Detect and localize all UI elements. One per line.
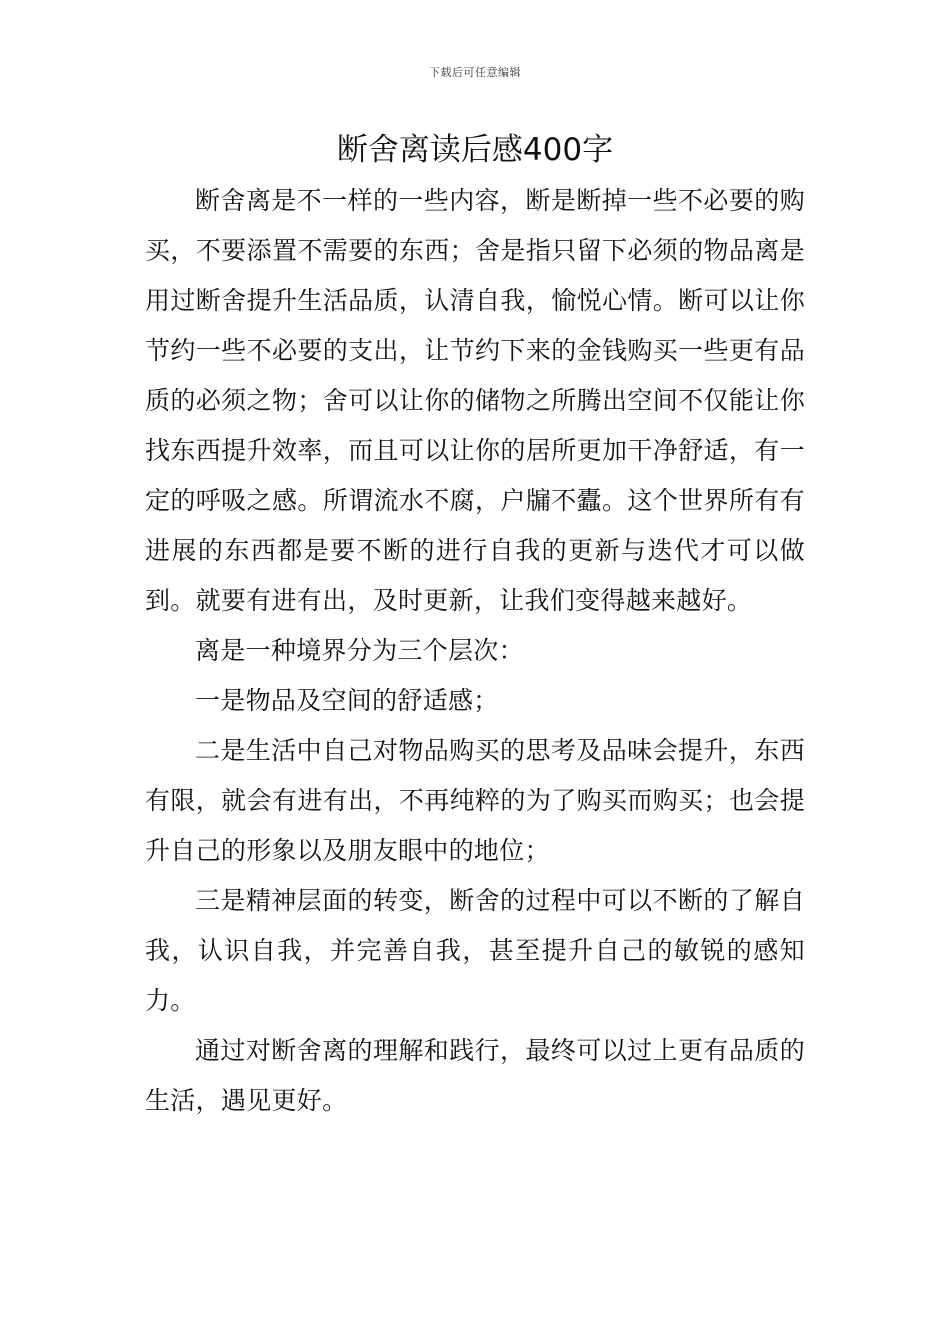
paragraph-level-three: 三是精神层面的转变，断舍的过程中可以不断的了解自我，认识自我，并完善自我，甚至提升自己的敏锐的感知力。 <box>145 886 805 1015</box>
document-title: 断舍离读后感400字 <box>336 132 614 168</box>
header-note: 下载后可任意编辑 <box>429 66 521 79</box>
paragraph-level-two: 二是生活中自己对物品购买的思考及品味会提升，东西有限，就会有进有出，不再纯粹的为了购买而购买；也会提升自己的形象以及朋友眼中的地位； <box>145 736 805 865</box>
paragraph-intro: 断舍离是不一样的一些内容，断是断掉一些不必要的购买，不要添置不需要的东西；舍是指只留下必须的物品离是用过断舍提升生活品质，认清自我，愉悦心情。断可以让你节约一些不必要的支出，让节约下来的金钱购买一些更有品质的必须之物；舍可以让你的储物之所腾出空间不仅能让你找东西提升效率，而且可以让你的居所更加干净舒适，有一定的呼吸之感。所谓流水不腐，户牖不蠹。这个世界所有有进展的东西都是要不断的进行自我的更新与迭代才可以做到。就要有进有出，及时更新，让我们变得越来越好。 <box>145 186 805 615</box>
paragraph-level-one: 一是物品及空间的舒适感； <box>195 686 499 715</box>
paragraph-levels-heading: 离是一种境界分为三个层次： <box>195 636 524 665</box>
paragraph-conclusion: 通过对断舍离的理解和践行，最终可以过上更有品质的生活，遇见更好。 <box>145 1036 805 1115</box>
document-body <box>145 176 805 1126</box>
